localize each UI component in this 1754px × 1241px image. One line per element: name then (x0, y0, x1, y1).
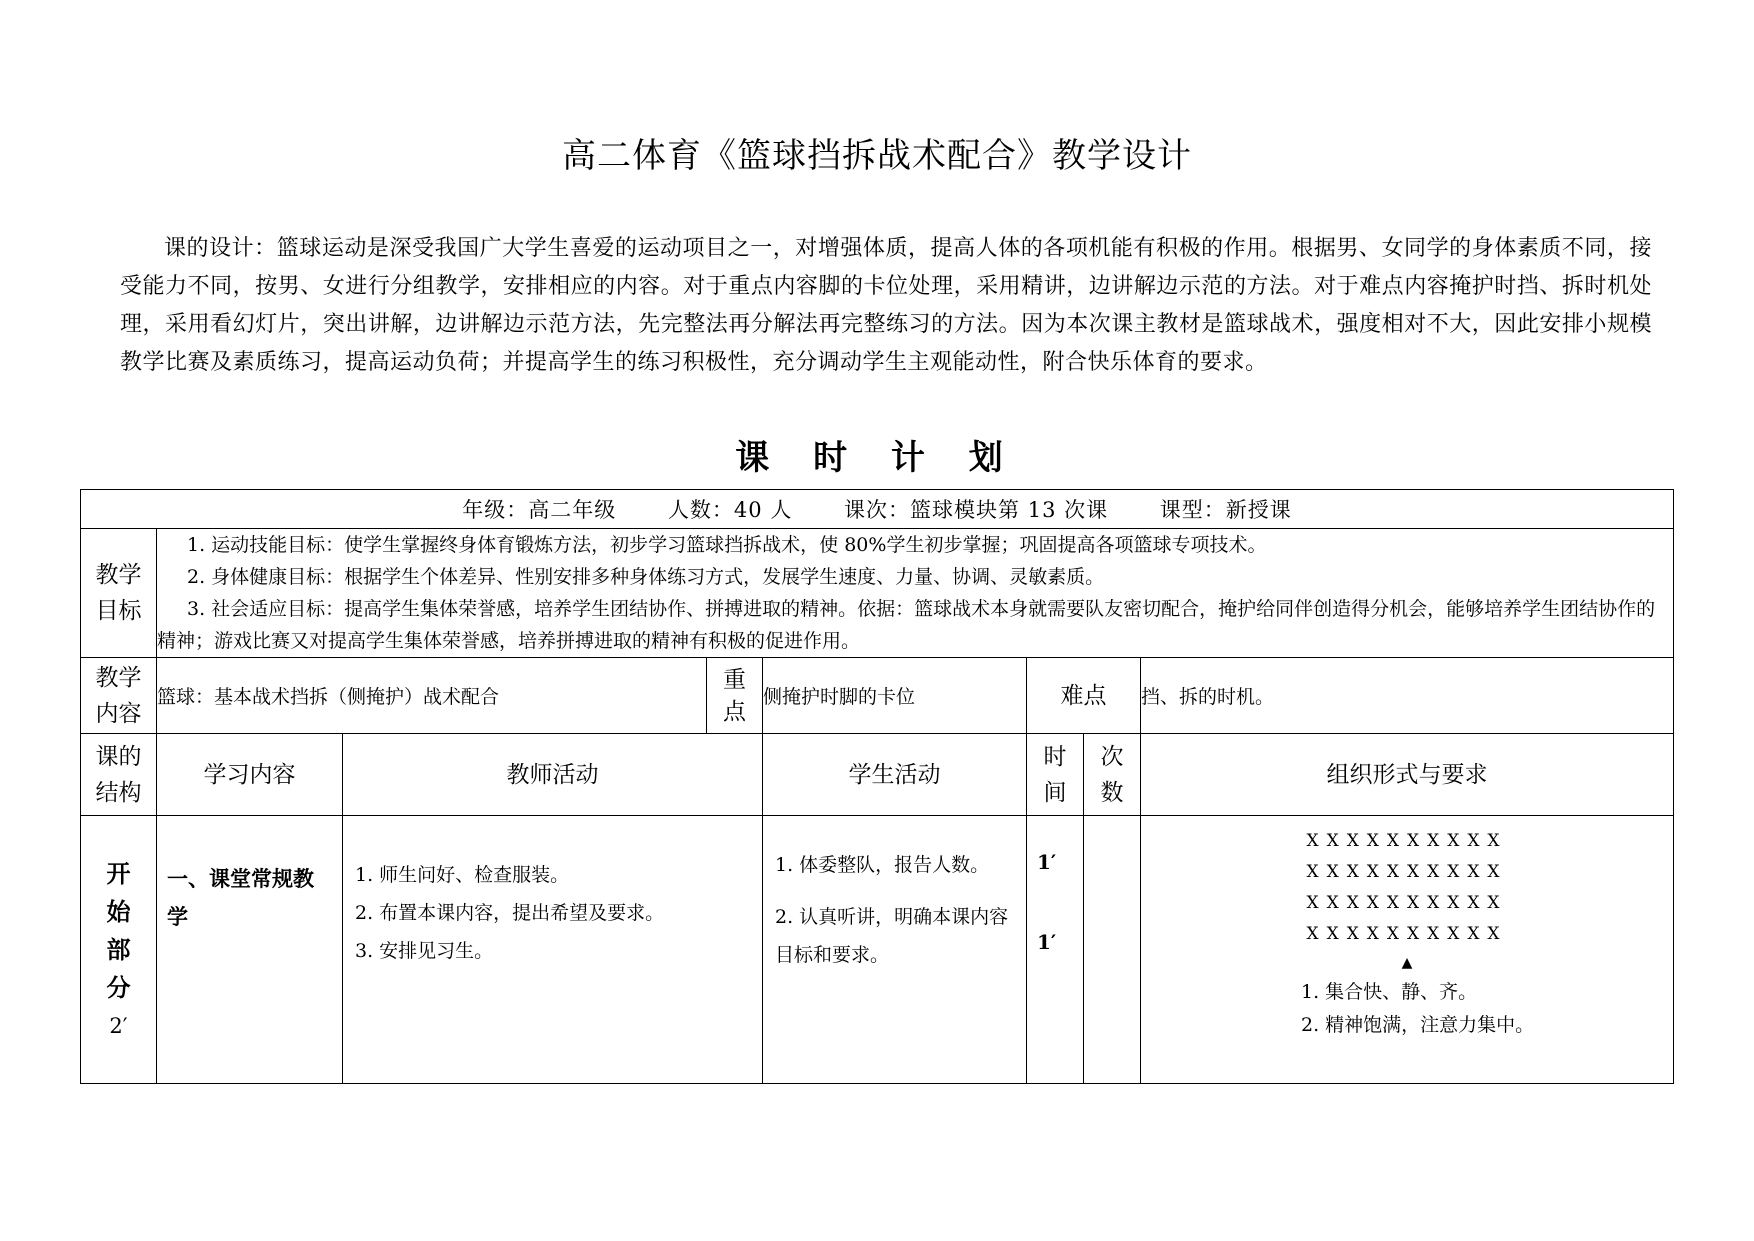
goal-item: 2. 身体健康目标：根据学生个体差异、性别安排多种身体练习方式，发展学生速度、力量、协调、灵敏素质。 (187, 566, 1105, 588)
teacher-activities (343, 816, 763, 1084)
key-point-value: 侧掩护时脚的卡位 (763, 658, 1027, 734)
session-info: 课次：篮球模块第 13 次课 (844, 498, 1109, 522)
formation-row: XXXXXXXXXX (1306, 893, 1508, 913)
plan-title: 课 时 计 划 (735, 438, 1019, 478)
header-row (81, 734, 1674, 816)
section-duration: 2′ (109, 1013, 128, 1038)
content-value: 篮球：基本战术挡拆（侧掩护）战术配合 (157, 658, 707, 734)
goals-cell (157, 529, 1674, 658)
requirement: 1. 集合快、静、齐。 (1301, 981, 1478, 1003)
grade-info: 年级：高二年级 (462, 498, 617, 522)
formation-row: XXXXXXXXXX (1306, 831, 1508, 851)
formation-row: XXXXXXXXXX (1306, 862, 1508, 882)
content-label: 教学内容 (81, 658, 157, 734)
teacher-position-marker: ▲ (1401, 955, 1413, 971)
goals-label: 教学目标 (81, 529, 157, 658)
col-reps: 次数 (1084, 734, 1141, 816)
info-row (81, 490, 1674, 529)
intro-lead: 课的设计： (164, 236, 277, 261)
col-time: 时间 (1027, 734, 1084, 816)
formation-row: XXXXXXXXXX (1306, 924, 1508, 944)
student-activities (763, 816, 1027, 1084)
content-row (81, 658, 1674, 734)
section-name: 开始部分 2′ (81, 816, 157, 1084)
difficulty-value: 挡、拆的时机。 (1141, 658, 1674, 734)
teacher-activity: 2. 布置本课内容，提出希望及要求。 (355, 902, 665, 924)
intro-text: 篮球运动是深受我国广大学生喜爱的运动项目之一，对增强体质，提高人体的各项机能有积极的作用。根据男、女同学的身体素质不同，接受能力不同，按男、女进行分组教学，安排相应的内容。对于重点内容脚的卡位处理，采用精讲，边讲解边示范的方法。对于难点内容掩护时挡、拆时机处理，采用看幻灯片，突出讲解，边讲解边示范方法，先完整法再分解法再完整练习的方法。因为本次课主教材是篮球战术，强度相对不大，因此安排小规模教学比赛及素质练习，提高运动负荷；并提高学生的练习积极性，充分调动学生主观能动性，附合快乐体育的要求。 (120, 236, 1652, 375)
goals-row (81, 529, 1674, 658)
info-cell (81, 490, 1674, 529)
col-student: 学生活动 (763, 734, 1027, 816)
teacher-activity: 3. 安排见习生。 (355, 940, 494, 962)
reps-cell (1084, 816, 1141, 1084)
col-teacher: 教师活动 (343, 734, 763, 816)
time-value: 1′ (1037, 930, 1057, 954)
goal-item: 3. 社会适应目标：提高学生集体荣誉感，培养学生团结协作、拼搏进取的精神。依据：篮球战术本身就需要队友密切配合，掩护给同伴创造得分机会，能够培养学生团结协作的精神；游戏比赛又对提高学生集体荣誉感，培养拼搏进取的精神有积极的促进作用。 (157, 598, 1656, 652)
time-value: 1′ (1037, 850, 1057, 874)
formation-diagram (1141, 816, 1673, 1042)
design-intro (120, 230, 1652, 382)
section-row (81, 816, 1674, 1084)
count-info: 人数：40 人 (667, 498, 793, 522)
time-cell (1027, 816, 1084, 1084)
col-org: 组织形式与要求 (1141, 734, 1674, 816)
organization-cell (1141, 816, 1674, 1084)
student-activity: 1. 体委整队，报告人数。 (775, 854, 990, 876)
requirement: 2. 精神饱满，注意力集中。 (1301, 1014, 1535, 1036)
section-learning: 一、课堂常规教学 (157, 816, 343, 1084)
difficulty-label: 难点 (1027, 658, 1141, 734)
type-info: 课型：新授课 (1159, 498, 1292, 522)
lesson-plan-table (80, 489, 1674, 1084)
col-structure: 课的结构 (81, 734, 157, 816)
key-point-label: 重点 (707, 658, 763, 734)
col-learning: 学习内容 (157, 734, 343, 816)
student-activity: 2. 认真听讲，明确本课内容目标和要求。 (775, 906, 1009, 966)
goal-item: 1. 运动技能目标：使学生掌握终身体育锻炼方法，初步学习篮球挡拆战术，使 80%学生初步掌握；巩固提高各项篮球专项技术。 (187, 534, 1267, 556)
document-title: 高二体育《篮球挡拆战术配合》教学设计 (562, 136, 1192, 176)
teacher-activity: 1. 师生问好、检查服装。 (355, 864, 570, 886)
